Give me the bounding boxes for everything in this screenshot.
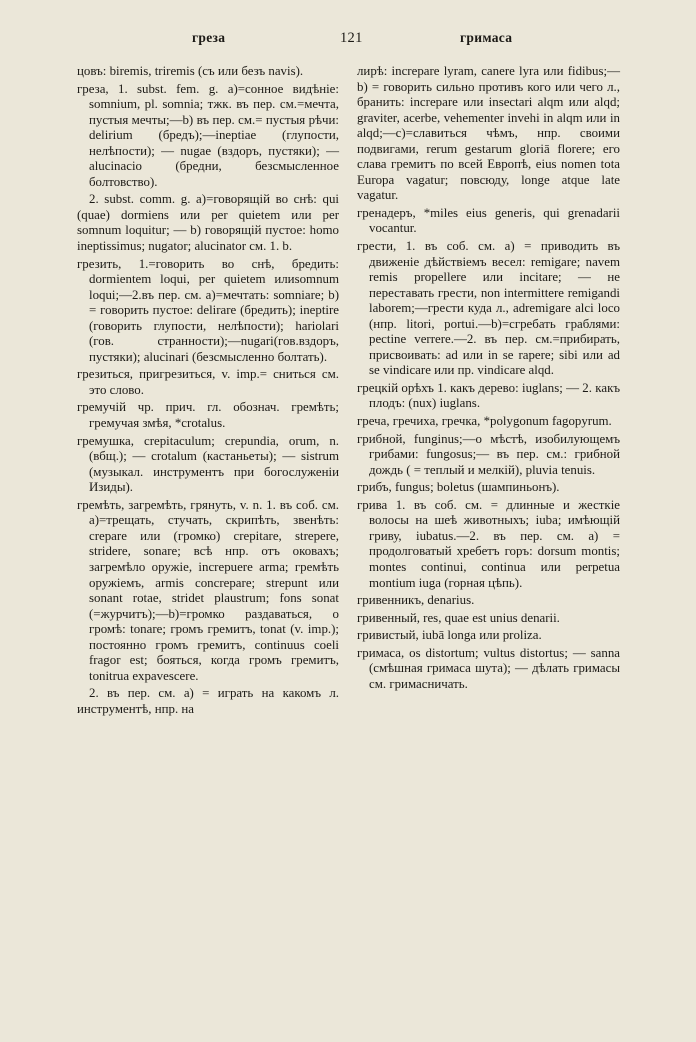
dictionary-entry: 2. въ пер. см. a) = играть на какомъ л. инструментѣ, нпр. на: [77, 686, 339, 716]
dictionary-entry: цовъ: biremis, triremis (съ или безъ navis).: [77, 64, 304, 78]
dictionary-entry: грезиться, пригрезиться, v. imp.= сниться см. это слово.: [77, 367, 339, 397]
dictionary-entry: грибъ, fungus; boletus (шампиньонъ).: [357, 480, 560, 495]
left-column: [77, 64, 339, 719]
dictionary-entry: греза, 1. subst. fem. g. a)=сонное видѣніе: somnium, pl. somnia; тжк. въ пер. см.=мечта, пустыя мечты;—b) въ пер. см.= пустыя рѣчи: delirium (бредъ);—ineptiae (глупости, нелѣпости); — nugae (вздоръ, пустяки); — alucinacio (бредни, безсмысленное болтовство).: [77, 81, 339, 189]
right-column: [357, 64, 620, 694]
dictionary-entry: грести, 1. въ соб. см. a) = приводить въ движеніе дѣйствіемъ весел: remigare; navem remis propellere или incitare; — не переставать грести, non intermittere remigandi laborem;—грести куда л., adremigare alci loco (нпр. litori, portui.—b)=сгребать граблями: pectine verrere.—2. въ пер. см.=прибирать, присвоивать: ad или in se rapere; sibi или ad se vindicare или пр. vindicare alqd.: [357, 239, 620, 378]
right-running-headword: гримаса: [460, 30, 513, 45]
dictionary-entry: греча, гречиха, гречка, *polygonum fagopyrum.: [357, 414, 612, 429]
page-number: 121: [340, 30, 363, 46]
dictionary-entry: 2. subst. comm. g. a)=говорящій во снѣ: qui (quae) dormiens или per quietem или per somnum loquitur; — b) говорящій пустое: homo ineptissimus; nugator; alucinator см. 1. b.: [77, 192, 339, 254]
dictionary-entry: гренадеръ, *miles eius generis, qui grenadarii vocantur.: [357, 205, 620, 236]
dictionary-entry: грибной, funginus;—о мѣстѣ, изобилующемъ грибами: fungosus;— въ пер. см.: грибной дождь ( = теплый и мелкій), pluvia tenuis.: [357, 431, 620, 477]
dictionary-entry: гримаса, os distortum; vultus distortus; — sanna (смѣшная гримаса шута); — дѣлать гримасы см. гримасничать.: [357, 645, 620, 691]
running-header: [0, 30, 696, 54]
dictionary-entry: гривенникъ, denarius.: [357, 593, 475, 608]
left-running-headword: греза: [192, 30, 226, 45]
dictionary-entry: лирѣ: increpare lyram, canere lyra или fidibus;—b) = говорить сильно противъ кого или чего л., бранить: increpare или insectari alqm или alqd; graviter, acerbe, vehementer invehi in alqm или in alqd;—c)=славиться чѣмъ, нпр. своими подвигами, rerum gestarum gloriā florere; его слава гремитъ по всей Европѣ, eius nomen tota Europa vagatur; повсюду, longe atque late vagatur.: [357, 64, 620, 203]
dictionary-entry: грецкій орѣхъ 1. какъ дерево: iuglans; — 2. какъ плодъ: (nux) iuglans.: [357, 380, 620, 411]
dictionary-entry: гривенный, res, quae est unius denarii.: [357, 610, 560, 625]
dictionary-entry: грива 1. въ соб. см. = длинные и жесткіе волосы на шеѣ животныхъ; iuba; имѣющій гриву, iubatus.—2. въ пер. см. a) = продолговатый хребетъ горъ: dorsum montis; montes continui, continua или perpetua montium iuga (горная цѣпь).: [357, 497, 620, 590]
dictionary-entry: гривистый, iubā longa или proliza.: [357, 628, 542, 643]
dictionary-entry: гремѣть, загремѣть, грянуть, v. n. 1. въ соб. см. a)=трещать, стучать, скрипѣть, звенѣть: crepare или (громко) crepitare, strepere, stridere, sonare; всѣ нпр. отъ оковахъ; загремѣло оружіе, increpuere arma; гремѣть оружіемъ, armis concrepare; strepunt или sonant rotae, stridet plaustrum; fons sonat (=журчитъ);—b)=громко раздаваться, о громѣ: tonare; громъ гремитъ, tonat (v. imp.); постоянно громъ гремитъ, continuus coeli fragor est; бояться, когда громъ гремитъ, tonitrua expavescere.: [77, 497, 339, 683]
dictionary-entry: гремучій чр. прич. гл. обознач. гремѣть; гремучая змѣя, *crotalus.: [77, 400, 339, 431]
dictionary-entry: гремушка, crepitaculum; crepundia, orum, n. (вбщ.); — crotalum (кастаньеты); — sistrum (музыкал. инструментъ при богослуженіи Изиды).: [77, 433, 339, 495]
dictionary-entry: грезить, 1.=говорить во снѣ, бредить: dormientem loqui, per quietem илиsomnum loqui;—2.въ пер. см. a)=мечтать: somniare; b) = говорить пустое: delirare (бредить); ineptire (говорить глупости, нелѣпости); hariolari (гов. странности);—nugari(гов.вздоръ, пустяки); alucinari (безсмысленно болтать).: [77, 256, 339, 364]
